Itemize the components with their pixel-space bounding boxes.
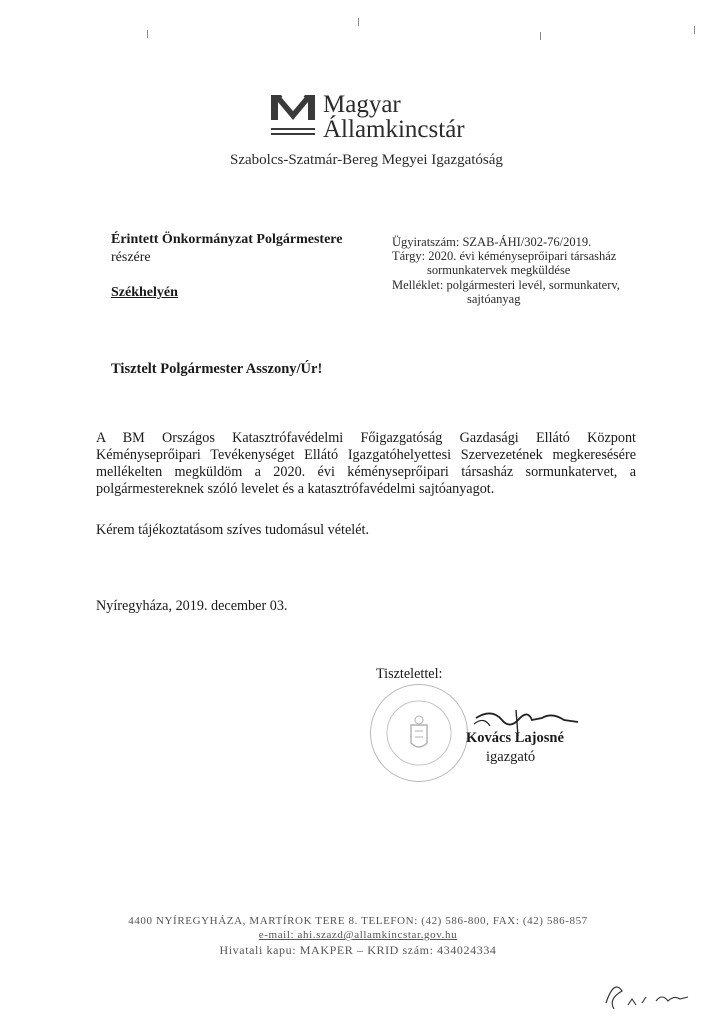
handwritten-note-icon	[598, 975, 708, 1015]
treasury-logo-icon	[268, 90, 318, 138]
place-and-date: Nyíregyháza, 2019. december 03.	[96, 598, 288, 614]
directorate-name: Szabolcs-Szatmár-Bereg Megyei Igazgatóság	[230, 152, 503, 168]
margin-mark	[540, 32, 541, 40]
signatory-position: igazgató	[486, 749, 536, 765]
footer-portal: Hivatali kapu: MAKPER – KRID szám: 434024334	[219, 943, 497, 957]
recipient-title: Érintett Önkormányzat Polgármestere	[111, 232, 343, 247]
file-number: Ügyiratszám: SZAB-ÁHI/302-76/2019.	[392, 235, 592, 249]
body-line-4: polgármestereknek szóló levelet és a katasztrófavédelmi sajtóanyagot.	[96, 481, 495, 497]
body-line-1: A BM Országos Katasztrófavédelmi Főigazgatóság Gazdasági Ellátó Központ	[96, 430, 636, 446]
closing: Tisztelettel:	[376, 666, 443, 682]
attachment-line-1: Melléklet: polgármesteri levél, sormunkaterv,	[392, 278, 620, 292]
logo-line-1: Magyar	[323, 91, 401, 118]
subject-line-1: Tárgy: 2020. évi kéményseprőipari társasház	[392, 249, 617, 263]
logo	[268, 90, 318, 138]
margin-mark	[147, 30, 148, 38]
margin-mark	[694, 26, 695, 34]
recipient-for: részére	[111, 250, 151, 265]
footer-address: 4400 NYÍREGYHÁZA, MARTÍROK TERE 8. TELEFON: (42) 586-800, FAX: (42) 586-857	[128, 915, 588, 927]
logo-line-2: Államkincstár	[323, 116, 465, 143]
footer-email: e-mail: ahi.szazd@allamkincstar.gov.hu	[258, 929, 458, 941]
attachment-line-2: sajtóanyag	[467, 292, 521, 306]
recipient-location: Székhelyén	[111, 285, 178, 300]
margin-mark	[358, 18, 359, 26]
official-stamp	[370, 684, 468, 782]
subject-line-2: sormunkatervek megküldése	[427, 263, 571, 277]
signatory-name: Kovács Lajosné	[466, 730, 564, 746]
body-paragraph	[96, 430, 636, 498]
body-line-2: Kéményseprőipari Tevékenységet Ellátó Igazgatóhelyettesi Szervezetének megkeresésére	[96, 447, 636, 463]
salutation: Tisztelt Polgármester Asszony/Úr!	[111, 361, 323, 377]
stamp-emblem-icon	[371, 685, 467, 781]
body-line-3: mellékelten megküldöm a 2020. évi kéményseprőipari társasház sormunkatervet, a	[96, 464, 636, 480]
request-paragraph: Kérem tájékoztatásom szíves tudomásul vételét.	[96, 522, 370, 538]
